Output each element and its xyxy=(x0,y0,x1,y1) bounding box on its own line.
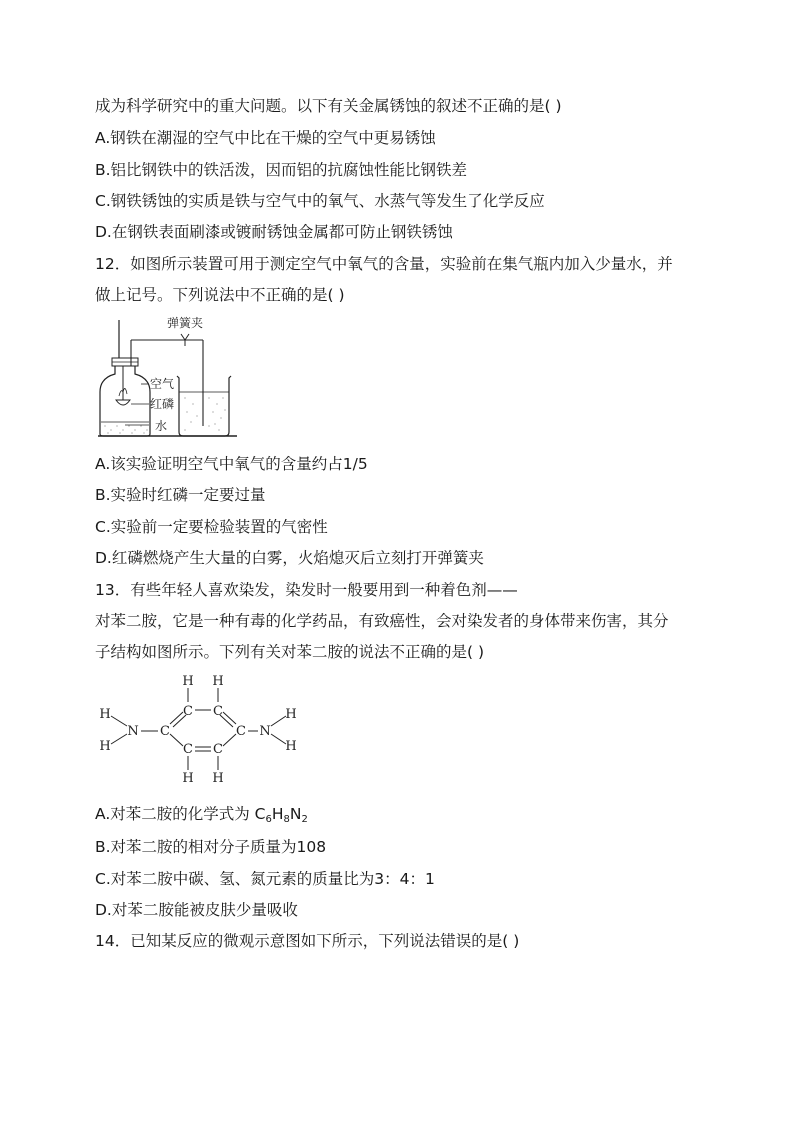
atom-c: C xyxy=(183,742,193,757)
atom-h: H xyxy=(285,707,297,722)
q13-stem-line2: 对苯二胺，它是一种有毒的化学药品，有致癌性，会对染发者的身体带来伤害，其分 xyxy=(95,612,669,630)
clamp-label: 弹簧夹 xyxy=(167,316,204,330)
q13-stem-line3: 子结构如图所示。下列有关对苯二胺的说法不正确的是( ) xyxy=(95,643,485,661)
q13-option-c: C.对苯二胺中碳、氢、氮元素的质量比为3：4：1 xyxy=(95,870,435,888)
subscript-n: 2 xyxy=(301,814,308,825)
q11-stem: 成为科学研究中的重大问题。以下有关金属锈蚀的叙述不正确的是( ) xyxy=(95,97,562,115)
q12-stem-line2: 做上记号。下列说法中不正确的是( ) xyxy=(95,286,345,304)
q13-stem-line1: 13．有些年轻人喜欢染发，染发时一般要用到一种着色剂—— xyxy=(95,581,518,599)
atom-c: C xyxy=(213,742,223,757)
q13-option-b: B.对苯二胺的相对分子质量为108 xyxy=(95,838,327,856)
atom-c: C xyxy=(183,704,193,719)
q11-option-d: D.在钢铁表面刷漆或镀耐锈蚀金属都可防止钢铁锈蚀 xyxy=(95,223,453,241)
q12-option-c: C.实验前一定要检验装置的气密性 xyxy=(95,518,328,536)
q14-stem: 14．已知某反应的微观示意图如下所示，下列说法错误的是( ) xyxy=(95,932,520,950)
q11-option-a: A.钢铁在潮湿的空气中比在干燥的空气中更易锈蚀 xyxy=(95,129,436,147)
q13-option-a xyxy=(95,804,308,830)
water-label: 水 xyxy=(155,419,168,433)
q12-option-d: D.红磷燃烧产生大量的白雾，火焰熄灭后立刻打开弹簧夹 xyxy=(95,549,484,567)
q11-option-b: B.铝比钢铁中的铁活泼，因而铝的抗腐蚀性能比钢铁差 xyxy=(95,161,468,179)
atom-n: N xyxy=(127,724,139,739)
air-label: 空气 xyxy=(150,377,175,391)
atom-c: C xyxy=(213,704,223,719)
atom-h: H xyxy=(182,674,194,689)
atom-h: H xyxy=(212,674,224,689)
red-phosphorus-label: 红磷 xyxy=(150,397,175,411)
q13-option-d: D.对苯二胺能被皮肤少量吸收 xyxy=(95,901,298,919)
atom-h: H xyxy=(182,771,194,786)
q12-stem-line1: 12．如图所示装置可用于测定空气中氧气的含量，实验前在集气瓶内加入少量水，并 xyxy=(95,255,673,273)
oxygen-apparatus-figure xyxy=(95,312,245,442)
atom-c: C xyxy=(236,724,246,739)
atom-h: H xyxy=(99,739,111,754)
atom-n: N xyxy=(259,724,271,739)
atom-c: C xyxy=(160,724,170,739)
p-phenylenediamine-structure xyxy=(95,670,310,788)
atom-h: H xyxy=(285,739,297,754)
q12-option-b: B.实验时红磷一定要过量 xyxy=(95,486,266,504)
subscript-h: 8 xyxy=(283,814,290,825)
q11-option-c: C.钢铁锈蚀的实质是铁与空气中的氧气、水蒸气等发生了化学反应 xyxy=(95,192,545,210)
atom-h: H xyxy=(212,771,224,786)
option-a-text: A.对苯二胺的化学式为 C xyxy=(95,805,266,823)
subscript-c: 6 xyxy=(265,814,272,825)
formula-h: H xyxy=(271,805,284,823)
q12-option-a: A.该实验证明空气中氧气的含量约占1/5 xyxy=(95,455,368,473)
atom-h: H xyxy=(99,707,111,722)
formula-n: N xyxy=(289,805,302,823)
